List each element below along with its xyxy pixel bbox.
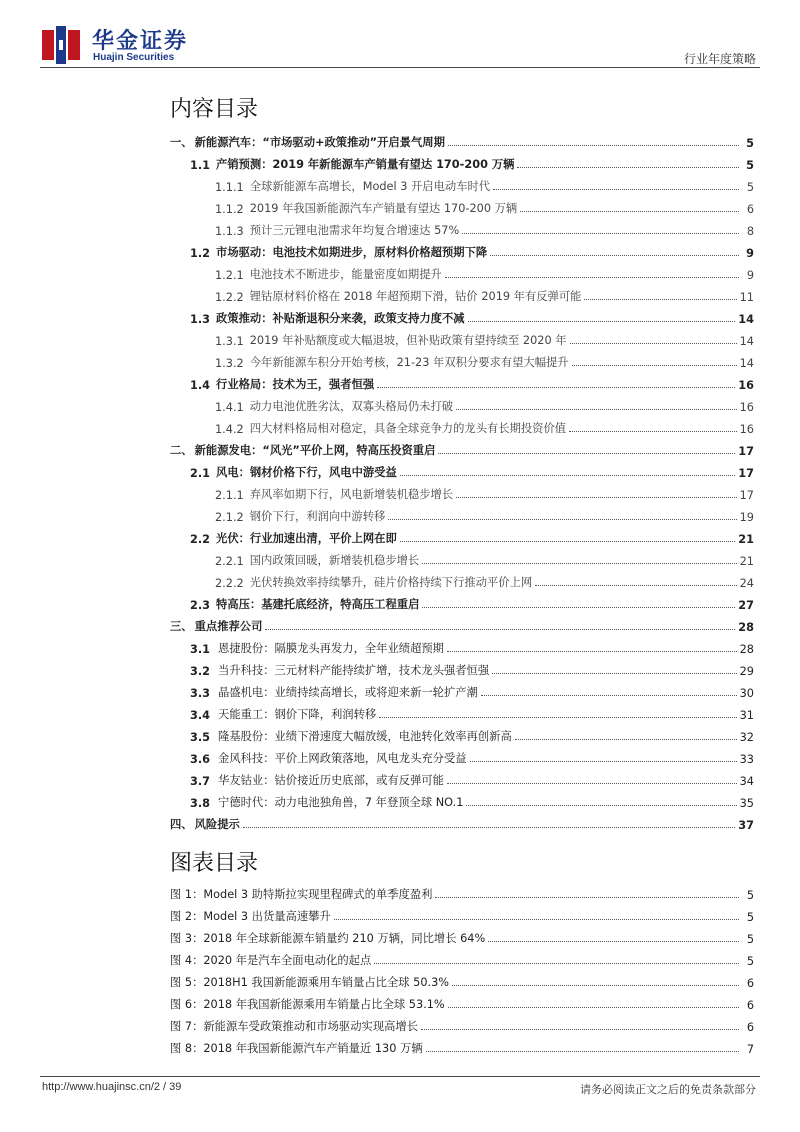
toc-entry-page: 9 bbox=[746, 269, 754, 282]
toc-entry-number: 二、 bbox=[170, 444, 193, 457]
figure-entry-page: 6 bbox=[746, 1021, 754, 1034]
toc-entry-number: 3.5 bbox=[190, 731, 211, 744]
figure-entry-title: 图 3：2018 年全球新能源车销量约 210 万辆，同比增长 64% bbox=[170, 932, 486, 945]
toc-entry[interactable] bbox=[170, 524, 754, 546]
dot-leader bbox=[334, 919, 739, 920]
dot-leader bbox=[388, 519, 736, 520]
figure-entry[interactable] bbox=[170, 902, 754, 924]
toc-entry[interactable] bbox=[170, 458, 754, 480]
toc-entry-page: 16 bbox=[739, 401, 754, 414]
toc-entry-title: 宁德时代：动力电池独角兽，7 年登顶全球 NO.1 bbox=[218, 796, 464, 809]
toc-entry-number: 2.1 bbox=[190, 467, 211, 480]
toc-entry[interactable] bbox=[170, 700, 754, 722]
toc-entry-page: 8 bbox=[746, 225, 754, 238]
toc-entry-title: 市场驱动：电池技术如期进步，原材料价格超预期下降 bbox=[216, 246, 488, 259]
dot-leader bbox=[438, 453, 735, 454]
toc-entry-title: 动力电池优胜劣汰，双寡头格局仍未打破 bbox=[249, 400, 454, 413]
toc-entry-page: 16 bbox=[738, 379, 754, 392]
toc-entry-page: 28 bbox=[738, 621, 754, 634]
toc-entry[interactable] bbox=[170, 568, 754, 590]
figure-entry-title: 图 4：2020 年是汽车全面电动化的起点 bbox=[170, 954, 372, 967]
toc-entry-page: 37 bbox=[738, 819, 754, 832]
toc-entry-title: 2019 年我国新能源汽车产销量有望达 170-200 万辆 bbox=[249, 202, 518, 215]
toc-entry-page: 5 bbox=[746, 159, 754, 172]
toc-entry[interactable] bbox=[170, 326, 754, 348]
toc-entry-title: 天能重工：钢价下降，利润转移 bbox=[218, 708, 377, 721]
toc-entry[interactable] bbox=[170, 656, 754, 678]
toc-entry-page: 24 bbox=[739, 577, 754, 590]
company-logo-icon bbox=[42, 26, 80, 64]
toc-entry-title: 预计三元锂电池需求年均复合增速达 57% bbox=[249, 224, 460, 237]
figure-entry[interactable] bbox=[170, 924, 754, 946]
dot-leader bbox=[400, 541, 735, 542]
dot-leader bbox=[456, 497, 737, 498]
dot-leader bbox=[468, 321, 736, 322]
toc-entry[interactable] bbox=[170, 722, 754, 744]
figure-entry[interactable] bbox=[170, 990, 754, 1012]
table-of-contents bbox=[170, 128, 754, 832]
figure-entry-page: 5 bbox=[746, 933, 754, 946]
dot-leader bbox=[421, 1029, 739, 1030]
toc-entry-page: 29 bbox=[739, 665, 754, 678]
toc-entry-number: 1.1.2 bbox=[215, 203, 244, 216]
figure-entry-page: 5 bbox=[746, 889, 754, 902]
toc-entry[interactable] bbox=[170, 546, 754, 568]
dot-leader bbox=[435, 897, 739, 898]
toc-entry[interactable] bbox=[170, 502, 754, 524]
dot-leader bbox=[520, 211, 739, 212]
dot-leader bbox=[493, 189, 739, 190]
toc-heading: 内容目录 bbox=[170, 97, 259, 122]
toc-entry[interactable] bbox=[170, 194, 754, 216]
figure-entry-title: 图 6：2018 年我国新能源乘用车销量占比全球 53.1% bbox=[170, 998, 445, 1011]
toc-entry-page: 33 bbox=[739, 753, 754, 766]
figure-entry[interactable] bbox=[170, 1034, 754, 1056]
toc-entry[interactable] bbox=[170, 678, 754, 700]
toc-entry[interactable] bbox=[170, 392, 754, 414]
toc-entry-page: 6 bbox=[746, 203, 754, 216]
figure-entry[interactable] bbox=[170, 968, 754, 990]
toc-entry-number: 3.7 bbox=[190, 775, 211, 788]
toc-entry-page: 35 bbox=[739, 797, 754, 810]
dot-leader bbox=[448, 145, 739, 146]
toc-entry-number: 1.3.1 bbox=[215, 335, 244, 348]
toc-entry-number: 1.1.3 bbox=[215, 225, 244, 238]
toc-entry-number: 3.8 bbox=[190, 797, 211, 810]
toc-entry[interactable] bbox=[170, 128, 754, 150]
toc-entry-title: 弃风率如期下行，风电新增装机稳步增长 bbox=[249, 488, 454, 501]
report-type: 行业年度策略 bbox=[683, 52, 756, 66]
toc-entry-page: 27 bbox=[738, 599, 754, 612]
toc-entry-number: 1.2.1 bbox=[215, 269, 244, 282]
company-name-cn: 华金证券 bbox=[92, 29, 189, 54]
footer-disclaimer: 请务必阅读正文之后的免责条款部分 bbox=[580, 1083, 756, 1096]
figure-entry-page: 5 bbox=[746, 911, 754, 924]
toc-entry-title: 隆基股份：业绩下滑速度大幅放缓，电池转化效率再创新高 bbox=[218, 730, 512, 743]
toc-entry-number: 3.1 bbox=[190, 643, 211, 656]
toc-entry-number: 2.3 bbox=[190, 599, 211, 612]
toc-entry-number: 1.2.2 bbox=[215, 291, 244, 304]
dot-leader bbox=[515, 739, 737, 740]
toc-entry-page: 34 bbox=[739, 775, 754, 788]
toc-entry-title: 四大材料格局相对稳定，具备全球竞争力的龙头有长期投资价值 bbox=[249, 422, 567, 435]
toc-entry-title: 重点推荐公司 bbox=[194, 620, 263, 633]
figure-entry-title: 图 2：Model 3 出货量高速攀升 bbox=[170, 910, 331, 923]
toc-entry-number: 1.3.2 bbox=[215, 357, 244, 370]
toc-entry[interactable] bbox=[170, 172, 754, 194]
dot-leader bbox=[470, 761, 737, 762]
company-name-en: Huajin Securities bbox=[93, 52, 175, 63]
figure-entry-title: 图 5：2018H1 我国新能源乘用车销量占比全球 50.3% bbox=[170, 976, 450, 989]
toc-entry-page: 28 bbox=[739, 643, 754, 656]
dot-leader bbox=[456, 409, 737, 410]
toc-entry-page: 11 bbox=[739, 291, 754, 304]
toc-entry-number: 1.4 bbox=[190, 379, 211, 392]
dot-leader bbox=[490, 255, 739, 256]
toc-entry-number: 1.4.1 bbox=[215, 401, 244, 414]
toc-entry-title: 光伏：行业加速出清，平价上网在即 bbox=[216, 532, 397, 545]
toc-entry-title: 金风科技：平价上网政策落地，风电龙头充分受益 bbox=[218, 752, 467, 765]
toc-entry-title: 光伏转换效率持续攀升，硅片价格持续下行推动平价上网 bbox=[249, 576, 533, 589]
dot-leader bbox=[452, 985, 739, 986]
toc-entry-page: 21 bbox=[738, 533, 754, 546]
toc-entry-title: 新能源发电：“风光”平价上网，特高压投资重启 bbox=[194, 444, 436, 457]
toc-entry-page: 9 bbox=[746, 247, 754, 260]
dot-leader bbox=[374, 963, 739, 964]
figure-entry-title: 图 7：新能源车受政策推动和市场驱动实现高增长 bbox=[170, 1020, 419, 1033]
toc-entry[interactable] bbox=[170, 612, 754, 634]
toc-entry-page: 32 bbox=[739, 731, 754, 744]
toc-entry-number: 1.4.2 bbox=[215, 423, 244, 436]
toc-entry-title: 恩捷股份：隔膜龙头再发力，全年业绩超预期 bbox=[218, 642, 444, 655]
toc-entry-title: 特高压：基建托底经济，特高压工程重启 bbox=[216, 598, 420, 611]
toc-entry-number: 3.2 bbox=[190, 665, 211, 678]
toc-entry-title: 风电：钢材价格下行，风电中游受益 bbox=[216, 466, 397, 479]
dot-leader bbox=[462, 233, 739, 234]
toc-entry-page: 14 bbox=[739, 357, 754, 370]
toc-entry-title: 当升科技：三元材料产能持续扩增，技术龙头强者恒强 bbox=[218, 664, 490, 677]
toc-entry-number: 3.4 bbox=[190, 709, 211, 722]
dot-leader bbox=[466, 805, 736, 806]
toc-entry-number: 2.2.2 bbox=[215, 577, 244, 590]
dot-leader bbox=[379, 717, 736, 718]
toc-entry-page: 17 bbox=[739, 489, 754, 502]
toc-entry-page: 14 bbox=[738, 313, 754, 326]
dot-leader bbox=[377, 387, 735, 388]
dot-leader bbox=[447, 783, 737, 784]
toc-entry-number: 1.1.1 bbox=[215, 181, 244, 194]
dot-leader bbox=[422, 607, 735, 608]
figure-list-heading: 图表目录 bbox=[170, 851, 259, 876]
toc-entry-number: 1.2 bbox=[190, 247, 211, 260]
toc-entry-number: 1.3 bbox=[190, 313, 211, 326]
figure-list bbox=[170, 880, 754, 1056]
figure-entry-page: 6 bbox=[746, 977, 754, 990]
toc-entry-page: 30 bbox=[739, 687, 754, 700]
dot-leader bbox=[572, 365, 737, 366]
toc-entry-number: 2.2 bbox=[190, 533, 211, 546]
toc-entry-page: 17 bbox=[738, 445, 754, 458]
figure-entry-title: 图 8：2018 年我国新能源汽车产销量近 130 万辆 bbox=[170, 1042, 423, 1055]
dot-leader bbox=[492, 673, 736, 674]
toc-entry-number: 3.3 bbox=[190, 687, 211, 700]
toc-entry[interactable] bbox=[170, 744, 754, 766]
toc-entry-page: 14 bbox=[739, 335, 754, 348]
toc-entry-number: 2.1.2 bbox=[215, 511, 244, 524]
toc-entry-number: 1.1 bbox=[190, 159, 211, 172]
dot-leader bbox=[445, 277, 739, 278]
toc-entry-title: 华友钴业：钴价接近历史底部，或有反弹可能 bbox=[218, 774, 444, 787]
header-divider bbox=[40, 67, 760, 68]
toc-entry-page: 31 bbox=[739, 709, 754, 722]
dot-leader bbox=[448, 1007, 739, 1008]
toc-entry[interactable] bbox=[170, 304, 754, 326]
toc-entry-number: 四、 bbox=[170, 818, 193, 831]
figure-entry-page: 5 bbox=[746, 955, 754, 968]
toc-entry-page: 16 bbox=[739, 423, 754, 436]
dot-leader bbox=[422, 563, 736, 564]
footer-divider bbox=[40, 1076, 760, 1077]
toc-entry-title: 今年新能源车积分开始考核，21-23 年双积分要求有望大幅提升 bbox=[249, 356, 569, 369]
toc-entry[interactable] bbox=[170, 414, 754, 436]
toc-entry-number: 三、 bbox=[170, 620, 193, 633]
figure-entry[interactable] bbox=[170, 946, 754, 968]
toc-entry[interactable] bbox=[170, 370, 754, 392]
toc-entry-number: 一、 bbox=[170, 136, 193, 149]
toc-entry-page: 17 bbox=[738, 467, 754, 480]
dot-leader bbox=[584, 299, 736, 300]
toc-entry-title: 全球新能源车高增长，Model 3 开启电动车时代 bbox=[249, 180, 491, 193]
toc-entry[interactable] bbox=[170, 788, 754, 810]
toc-entry[interactable] bbox=[170, 282, 754, 304]
dot-leader bbox=[517, 167, 739, 168]
toc-entry-page: 21 bbox=[739, 555, 754, 568]
dot-leader bbox=[426, 1051, 739, 1052]
toc-entry-title: 晶盛机电：业绩持续高增长，或将迎来新一轮扩产潮 bbox=[218, 686, 478, 699]
toc-entry[interactable] bbox=[170, 810, 754, 832]
toc-entry-title: 风险提示 bbox=[194, 818, 240, 831]
toc-entry-title: 行业格局：技术为王，强者恒强 bbox=[216, 378, 375, 391]
toc-entry[interactable] bbox=[170, 348, 754, 370]
toc-entry-title: 产销预测：2019 年新能源车产销量有望达 170-200 万辆 bbox=[216, 158, 515, 171]
dot-leader bbox=[447, 651, 737, 652]
toc-entry[interactable] bbox=[170, 238, 754, 260]
dot-leader bbox=[569, 431, 737, 432]
toc-entry[interactable] bbox=[170, 766, 754, 788]
toc-entry-title: 政策推动：补贴渐退积分来袭，政策支持力度不减 bbox=[216, 312, 465, 325]
toc-entry[interactable] bbox=[170, 436, 754, 458]
toc-entry[interactable] bbox=[170, 150, 754, 172]
dot-leader bbox=[488, 941, 739, 942]
toc-entry-title: 锂钴原材料价格在 2018 年超预期下滑，钴价 2019 年有反弹可能 bbox=[249, 290, 582, 303]
toc-entry-title: 钢价下行，利润向中游转移 bbox=[249, 510, 386, 523]
toc-entry-number: 2.2.1 bbox=[215, 555, 244, 568]
toc-entry-title: 国内政策回暖，新增装机稳步增长 bbox=[249, 554, 420, 567]
toc-entry-title: 2019 年补贴额度或大幅退坡，但补贴政策有望持续至 2020 年 bbox=[249, 334, 567, 347]
dot-leader bbox=[481, 695, 737, 696]
toc-entry[interactable] bbox=[170, 260, 754, 282]
toc-entry-title: 新能源汽车：“市场驱动+政策推动”开启景气周期 bbox=[194, 136, 445, 149]
toc-entry[interactable] bbox=[170, 480, 754, 502]
dot-leader bbox=[243, 827, 735, 828]
toc-entry[interactable] bbox=[170, 216, 754, 238]
dot-leader bbox=[265, 629, 735, 630]
toc-entry[interactable] bbox=[170, 590, 754, 612]
dot-leader bbox=[570, 343, 737, 344]
figure-entry[interactable] bbox=[170, 1012, 754, 1034]
page-header bbox=[40, 20, 760, 66]
figure-entry-title: 图 1：Model 3 助特斯拉实现里程碑式的单季度盈利 bbox=[170, 888, 433, 901]
toc-entry[interactable] bbox=[170, 634, 754, 656]
toc-entry-title: 电池技术不断进步，能量密度如期提升 bbox=[249, 268, 442, 281]
toc-entry-number: 2.1.1 bbox=[215, 489, 244, 502]
figure-entry-page: 6 bbox=[746, 999, 754, 1012]
toc-entry-page: 5 bbox=[746, 181, 754, 194]
toc-entry-page: 5 bbox=[746, 137, 754, 150]
dot-leader bbox=[400, 475, 735, 476]
toc-entry-number: 3.6 bbox=[190, 753, 211, 766]
footer-url-page: http://www.huajinsc.cn/2 / 39 bbox=[42, 1081, 182, 1093]
figure-entry[interactable] bbox=[170, 880, 754, 902]
toc-entry-page: 19 bbox=[739, 511, 754, 524]
dot-leader bbox=[535, 585, 736, 586]
figure-entry-page: 7 bbox=[746, 1043, 754, 1056]
